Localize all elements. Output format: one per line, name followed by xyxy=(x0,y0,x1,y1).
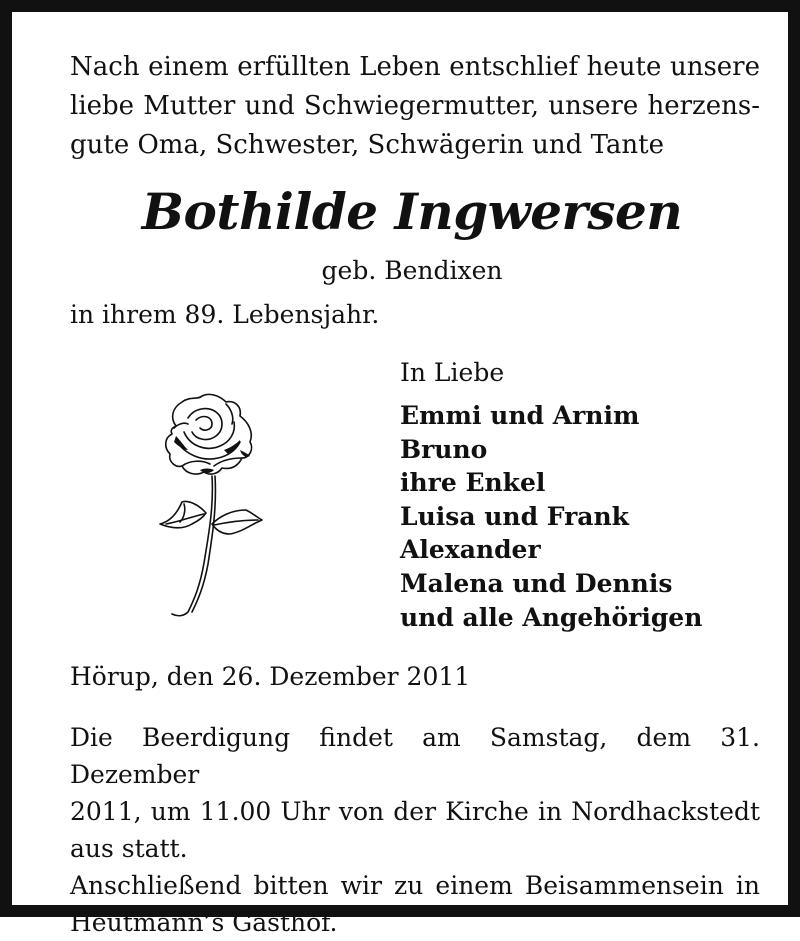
intro-line: liebe Mutter und Schwiegermutter, unsere herzens- xyxy=(70,91,760,121)
mourners-list xyxy=(400,399,702,634)
intro-line: gute Oma, Schwester, Schwägerin und Tante xyxy=(70,130,664,160)
mourner-item: Malena und Dennis xyxy=(400,568,673,598)
age-line: in ihrem 89. Lebensjahr. xyxy=(70,300,380,329)
place-date: Hörup, den 26. Dezember 2011 xyxy=(70,662,471,691)
funeral-line: Die Beerdigung findet am Samstag, dem 31. Dezember xyxy=(70,723,760,789)
intro-line: Nach einem erfüllten Leben entschlief heute unsere xyxy=(70,52,760,82)
maiden-name: geb. Bendixen xyxy=(321,256,503,285)
mourner-item: Emmi und Arnim xyxy=(400,401,640,430)
deceased-name: Bothilde Ingwersen xyxy=(141,182,683,241)
funeral-line: Anschließend bitten wir zu einem Beisammensein in xyxy=(70,871,760,900)
in-liebe-label: In Liebe xyxy=(400,358,505,387)
rose-bloom xyxy=(166,394,252,474)
intro-text xyxy=(70,48,760,165)
mourner-item: Alexander xyxy=(400,535,541,565)
mourner-item: Bruno xyxy=(400,434,488,464)
mourner-item: Luisa und Frank xyxy=(400,501,629,531)
funeral-line: aus statt. xyxy=(70,834,188,863)
funeral-line: 2011, um 11.00 Uhr von der Kirche in Nordhackstedt xyxy=(70,797,760,826)
funeral-info xyxy=(70,719,760,941)
rose-stem xyxy=(172,476,212,616)
funeral-line: Heutmann’s Gasthof. xyxy=(70,908,338,937)
rose-icon xyxy=(154,388,272,620)
mourner-item: ihre Enkel xyxy=(400,468,546,498)
mourner-item: und alle Angehörigen xyxy=(400,602,703,632)
